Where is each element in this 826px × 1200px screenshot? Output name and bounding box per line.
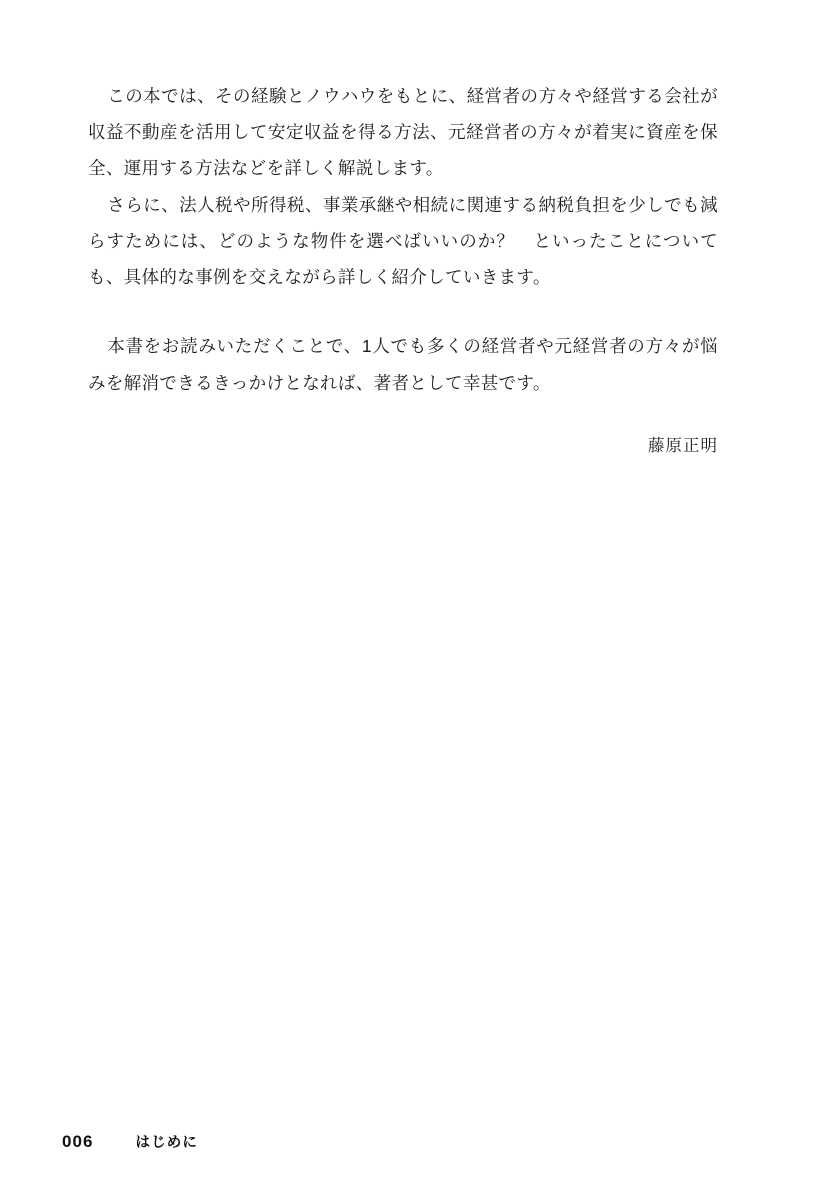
paragraph: この本では、その経験とノウハウをもとに、経営者の方々や経営する会社が収益不動産を活用して安定収益を得る方法、元経営者の方々が着実に資産を保全、運用する方法などを詳しく解説します。	[88, 86, 718, 179]
paragraph: さらに、法人税や所得税、事業承継や相続に関連する納税負担を少しでも減らすためには、どのような物件を選べばいいのか？ といったことについても、具体的な事例を交えながら詳しく紹介していきます。	[88, 194, 718, 288]
page-text-block	[88, 78, 718, 401]
page-number: 006	[62, 1132, 94, 1151]
paragraph: 本書をお読みいただくことで、1人でも多くの経営者や元経営者の方々が悩みを解消できるきっかけとなれば、著者として幸甚です。	[88, 336, 718, 393]
running-head: はじめに	[135, 1135, 199, 1151]
page-footer	[62, 1131, 198, 1152]
paragraph-spacer	[88, 295, 718, 328]
author-signature: 藤原正明	[648, 437, 718, 455]
